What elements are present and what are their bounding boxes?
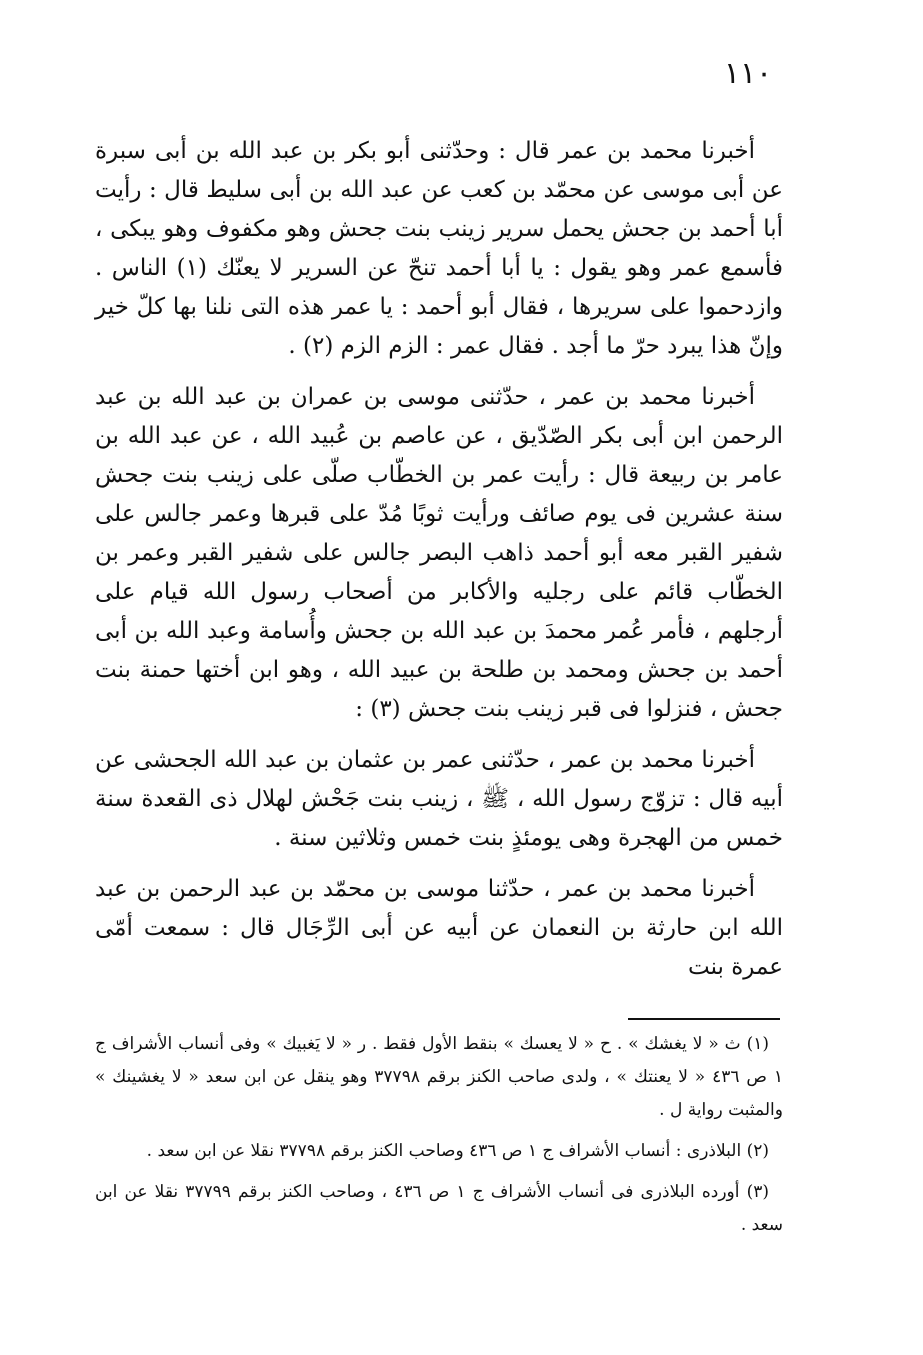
paragraph-1: أخبرنا محمد بن عمر قال : وحدّثنى أبو بكر بن عبد الله بن أبى سبرة عن أبى موسى عن محمّد بن كعب عن عبد الله بن أبى سليط قال : رأيت أبا أحمد بن جحش يحمل سرير زينب بنت جحش وهو مكفوف وهو يبكى ، فأسمع عمر وهو يقول : يا أبا أحمد تنحّ عن السرير لا يعنّك (١) الناس . وازدحموا على سريرها ، فقال أبو أحمد : يا عمر هذه التى نلنا بها كلّ خير وإنّ هذا يبرد حرّ ما أجد . فقال عمر : الزم الزم (٢) . bbox=[95, 138, 783, 359]
paragraph-2: أخبرنا محمد بن عمر ، حدّثنى موسى بن عمران بن عبد الله بن عبد الرحمن ابن أبى بكر الصّدّيق ، عن عاصم بن عُبيد الله ، عن عبد الله بن عامر بن ربيعة قال : رأيت عمر بن الخطّاب صلّى على زينب بنت جحش سنة عشرين فى يوم صائف ورأيت ثوبًا مُدّ على قبرها وعمر جالس على شفير القبر معه أبو أحمد ذاهب البصر جالس على شفير القبر وعمر بن الخطّاب قائم على رجليه والأكابر من أصحاب رسول الله قيام على أرجلهم ، فأمر عُمر محمدَ بن عبد الله بن جحش وأُسامة وعبد الله بن أبى أحمد بن جحش ومحمد بن طلحة بن عبيد الله ، وهو ابن أختها حمنة بنت جحش ، فنزلوا فى قبر زينب بنت جحش (٣) : bbox=[95, 384, 783, 722]
footnote-1: (١) ث « لا يغشك » . ح « لا يعسك » بنقط الأول فقط . ر « لا يَغبيك » وفى أنساب الأشراف ج ١ ص ٤٣٦ « لا يعنتك » ، ولدى صاحب الكنز برقم ٣٧٧٩٨ وهو ينقل عن ابن سعد « لا يغشينك » والمثبت رواية ل . bbox=[95, 1034, 783, 1120]
paragraph-4: أخبرنا محمد بن عمر ، حدّثنا موسى بن محمّد بن عبد الرحمن بن عبد الله ابن حارثة بن النعمان عن أبيه عن أبى الرِّجَال قال : سمعت أمّى عمرة بنت bbox=[95, 876, 783, 980]
footnote-2: (٢) البلاذرى : أنساب الأشراف ج ١ ص ٤٣٦ وصاحب الكنز برقم ٣٧٧٩٨ نقلا عن ابن سعد . bbox=[146, 1141, 769, 1161]
footnote-3: (٣) أورده البلاذرى فى أنساب الأشراف ج ١ ص ٤٣٦ ، وصاحب الكنز برقم ٣٧٧٩٩ نقلا عن ابن سعد . bbox=[95, 1182, 783, 1235]
body-text bbox=[95, 132, 783, 999]
footnote-separator bbox=[628, 1018, 780, 1020]
paragraph-3: أخبرنا محمد بن عمر ، حدّثنى عمر بن عثمان بن عبد الله الجحشى عن أبيه قال : تزوّج رسول الله ، ﷺ ، زينب بنت جَحْش لهلال ذى القعدة سنة خمس من الهجرة وهى يومئذٍ بنت خمس وثلاثين سنة . bbox=[95, 747, 783, 851]
page-number: ١١٠ bbox=[723, 56, 773, 91]
footnotes bbox=[95, 1028, 783, 1250]
